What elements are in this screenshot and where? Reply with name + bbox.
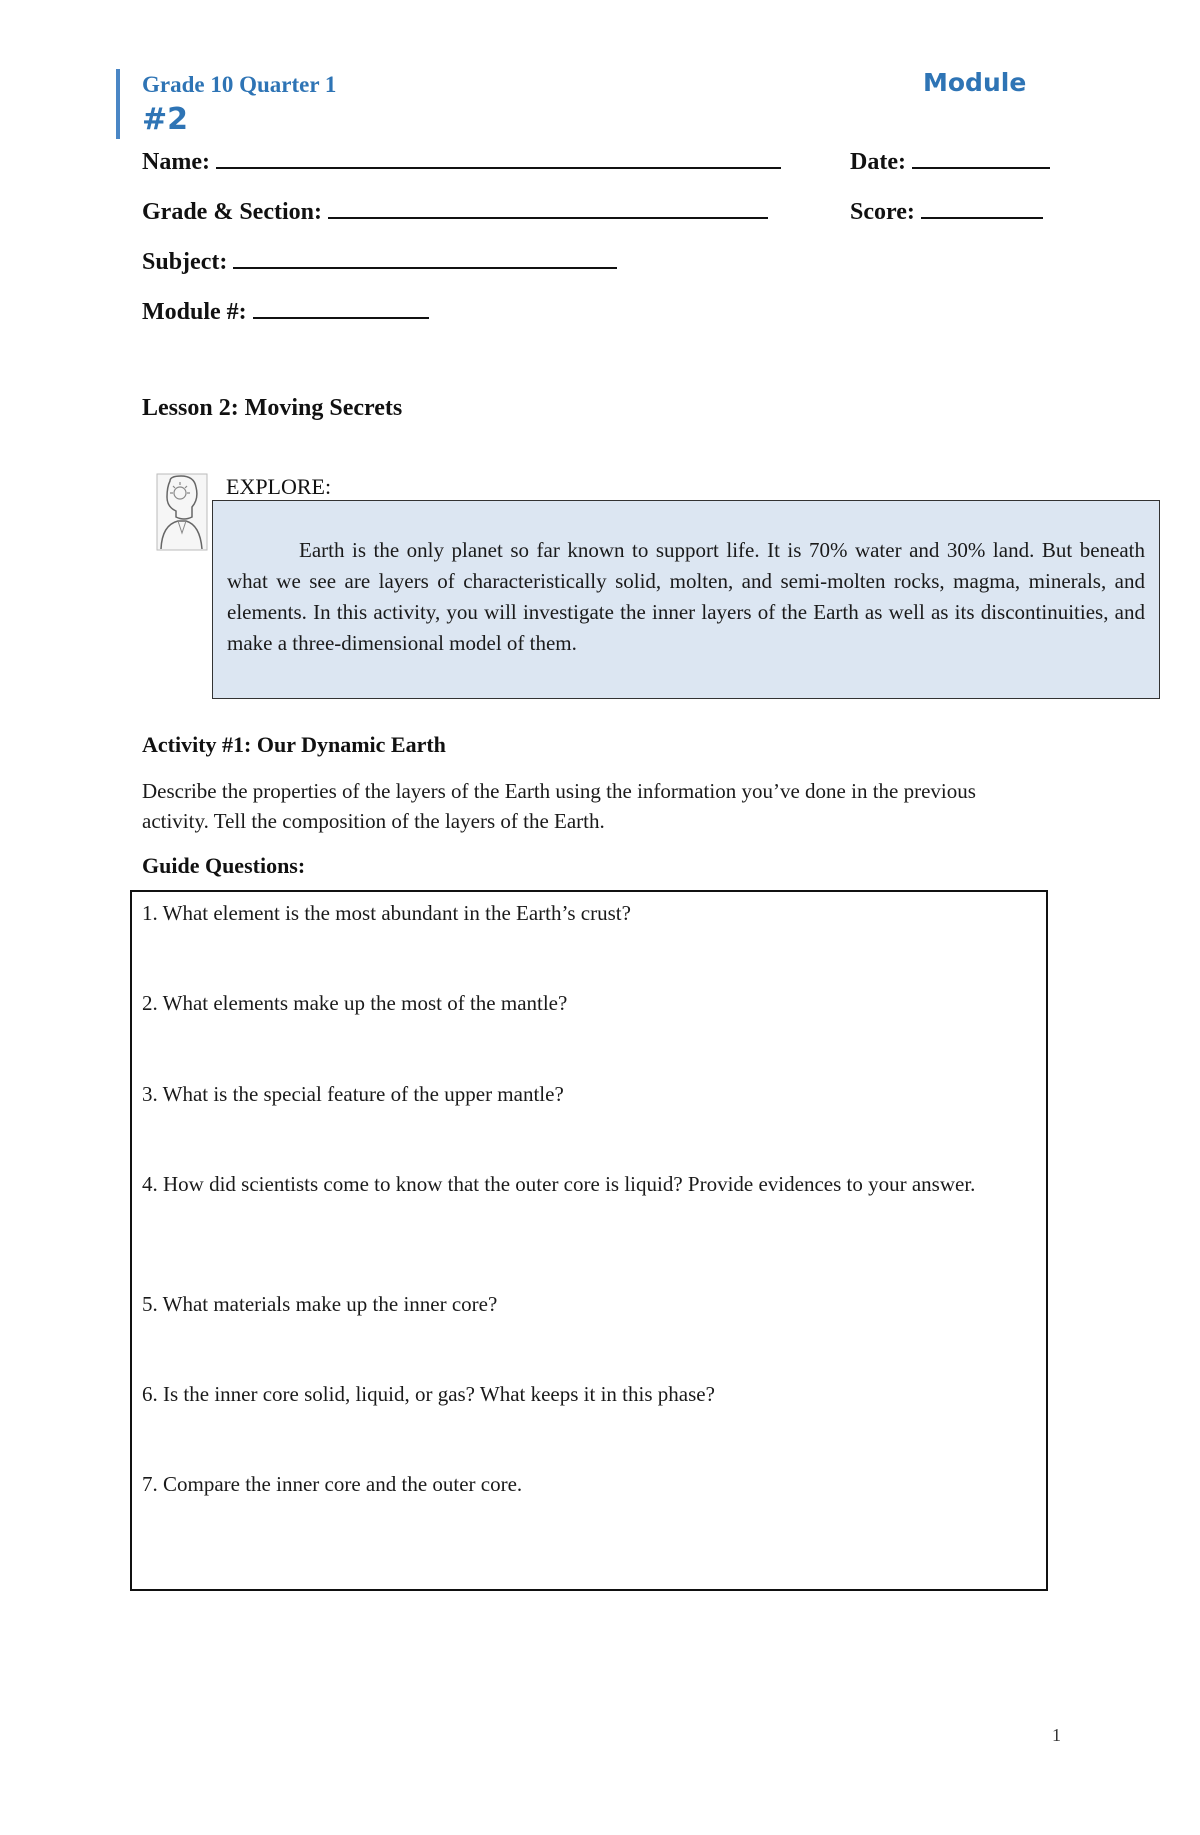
subject-field — [142, 245, 617, 276]
page-number: 1 — [1052, 1725, 1061, 1745]
score-blank[interactable] — [921, 195, 1043, 219]
guide-question-5: 5. What materials make up the inner core? — [142, 1292, 498, 1316]
subject-blank[interactable] — [233, 245, 617, 269]
guide-question-7: 7. Compare the inner core and the outer core. — [142, 1472, 523, 1496]
guide-question-6: 6. Is the inner core solid, liquid, or gas? What keeps it in this phase? — [142, 1382, 715, 1406]
module-num-blank[interactable] — [253, 295, 429, 319]
guide-question-2: 2. What elements make up the most of the mantle? — [142, 991, 568, 1015]
guide-questions-title: Guide Questions: — [142, 853, 306, 878]
header-accent-bar — [116, 69, 120, 139]
header-grade-quarter: Grade 10 Quarter 1 — [142, 72, 337, 97]
score-label: Score: — [850, 199, 915, 225]
date-label: Date: — [850, 149, 906, 175]
lesson-title: Lesson 2: Moving Secrets — [142, 395, 403, 421]
guide-question-1: 1. What element is the most abundant in the Earth’s crust? — [142, 901, 631, 925]
activity-description: Describe the properties of the layers of the Earth using the information you’ve done in the previous activity. Tell the composition of the layers of the Earth. — [142, 779, 976, 833]
grade-section-label: Grade & Section: — [142, 199, 322, 225]
module-num-label: Module #: — [142, 299, 247, 325]
name-blank[interactable] — [216, 145, 781, 169]
module-num-field — [142, 295, 429, 326]
grade-section-blank[interactable] — [328, 195, 768, 219]
guide-questions-box[interactable] — [130, 890, 1048, 1591]
guide-question-3: 3. What is the special feature of the upper mantle? — [142, 1082, 564, 1106]
explore-thinking-person-icon — [156, 473, 208, 551]
date-field — [850, 145, 1050, 176]
date-blank[interactable] — [912, 145, 1050, 169]
grade-section-field — [142, 195, 768, 226]
header-module-label: Module — [923, 68, 1027, 97]
explore-heading: EXPLORE: — [226, 474, 332, 499]
explore-text: Earth is the only planet so far known to support life. It is 70% water and 30% land. But beneath what we see are layers of characteristically solid, molten, and semi-molten rocks, magma, minerals, and elements. In this activity, you will investigate the inner layers of the Earth as well as its discontinuities, and make a three-dimensional model of them. — [227, 538, 1145, 655]
subject-label: Subject: — [142, 249, 228, 275]
score-field — [850, 195, 1043, 226]
guide-question-4: 4. How did scientists come to know that the outer core is liquid? Provide evidences to your answer. — [142, 1172, 976, 1196]
name-label: Name: — [142, 149, 210, 175]
explore-box — [212, 500, 1160, 699]
name-field — [142, 145, 781, 176]
activity-title: Activity #1: Our Dynamic Earth — [142, 732, 446, 757]
header-module-number: #2 — [142, 102, 189, 137]
